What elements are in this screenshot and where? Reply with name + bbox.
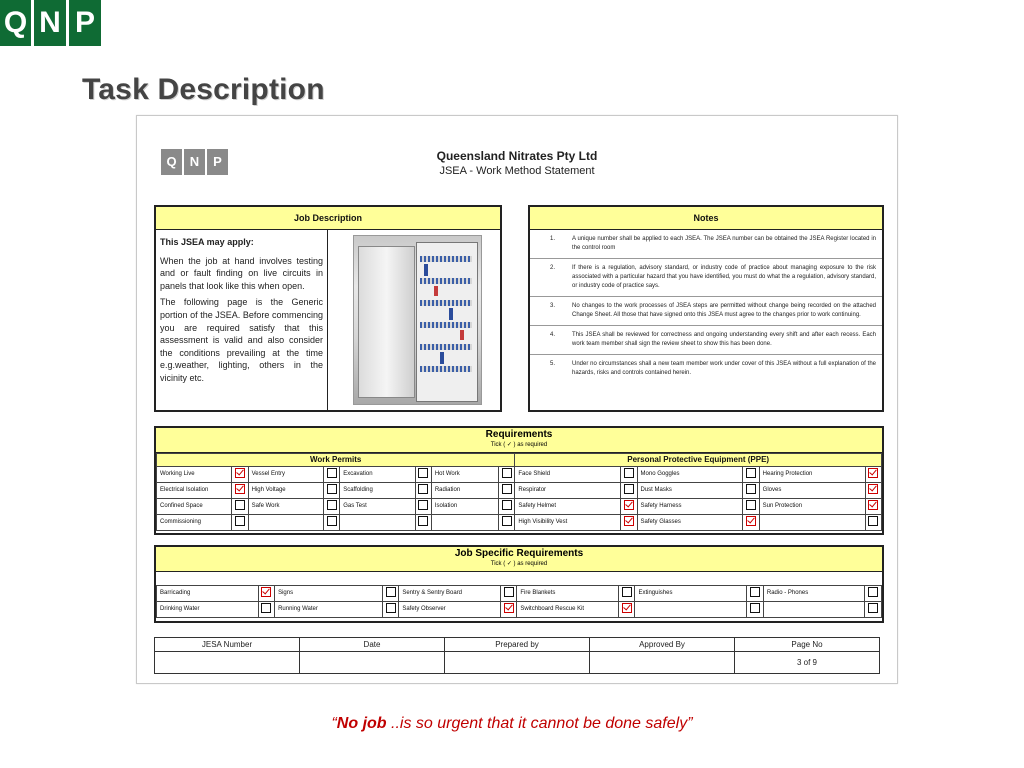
footer-value-prepared-by xyxy=(445,652,590,674)
checklist-checkbox-cell xyxy=(865,586,882,602)
unchecked-checkbox xyxy=(502,500,512,510)
job-description-text xyxy=(156,230,328,410)
unchecked-checkbox xyxy=(502,484,512,494)
checklist-label: Working Live xyxy=(157,467,232,483)
footer-header-jesa-number: JESA Number xyxy=(155,638,300,652)
checklist-checkbox-cell xyxy=(747,602,764,618)
qnp-logo xyxy=(0,0,101,46)
unchecked-checkbox xyxy=(746,484,756,494)
checklist-label: Signs xyxy=(275,586,383,602)
checklist-label: Isolation xyxy=(431,499,498,515)
footer-value-page-no: 3 of 9 xyxy=(735,652,880,674)
checklist-label: Excavation xyxy=(340,467,415,483)
job-specific-header xyxy=(156,547,882,572)
checklist-label: Commissioning xyxy=(157,515,232,531)
unchecked-checkbox xyxy=(386,587,396,597)
unchecked-checkbox xyxy=(418,516,428,526)
checklist-label: High Visibility Vest xyxy=(515,515,621,531)
checklist-label: Radiation xyxy=(431,483,498,499)
unchecked-checkbox xyxy=(327,500,337,510)
unchecked-checkbox xyxy=(622,587,632,597)
checklist-checkbox-cell xyxy=(865,602,882,618)
checklist-checkbox-cell xyxy=(232,467,248,483)
checklist-label: Face Shield xyxy=(515,467,621,483)
note-text: Under no circumstances shall a new team member work under cover of this JSEA without a full explanation of the hazards, risks and controls contained herein. xyxy=(572,361,876,376)
checked-checkbox xyxy=(868,484,878,494)
checklist-checkbox-cell xyxy=(323,499,339,515)
requirements-header xyxy=(156,428,882,453)
work-permits-header: Work Permits xyxy=(157,454,515,467)
footer-header-page-no: Page No xyxy=(735,638,880,652)
unchecked-checkbox xyxy=(261,603,271,613)
checklist-checkbox-cell xyxy=(747,586,764,602)
checklist-checkbox-cell xyxy=(232,483,248,499)
requirements-panel xyxy=(154,426,884,535)
checklist-label: High Voltage xyxy=(248,483,323,499)
document-logo: Q N P xyxy=(161,149,228,175)
unchecked-checkbox xyxy=(746,500,756,510)
unchecked-checkbox xyxy=(624,468,634,478)
checklist-row xyxy=(157,483,882,499)
checklist-label: Confined Space xyxy=(157,499,232,515)
checklist-checkbox-cell xyxy=(865,483,881,499)
requirements-title: Requirements xyxy=(485,429,553,440)
checklist-label: Drinking Water xyxy=(157,602,259,618)
checklist-label xyxy=(340,515,415,531)
note-number: 5. xyxy=(550,361,556,367)
footer-header-prepared-by: Prepared by xyxy=(445,638,590,652)
job-specific-title: Job Specific Requirements xyxy=(454,548,584,559)
checklist-checkbox-cell xyxy=(382,602,399,618)
checklist-label: Radio - Phones xyxy=(763,586,865,602)
checklist-label: Hot Work xyxy=(431,467,498,483)
checklist-label xyxy=(635,602,747,618)
checklist-checkbox-cell xyxy=(415,467,431,483)
checked-checkbox xyxy=(868,500,878,510)
checked-checkbox xyxy=(261,587,271,597)
checklist-checkbox-cell xyxy=(621,499,637,515)
unchecked-checkbox xyxy=(235,516,245,526)
checklist-checkbox-cell xyxy=(323,467,339,483)
checked-checkbox xyxy=(504,603,514,613)
unchecked-checkbox xyxy=(746,468,756,478)
unchecked-checkbox xyxy=(868,603,878,613)
checklist-checkbox-cell xyxy=(743,483,759,499)
checklist-checkbox-cell xyxy=(323,515,339,531)
company-name: Queensland Nitrates Pty Ltd xyxy=(436,149,598,163)
checklist-row xyxy=(157,586,882,602)
document-header xyxy=(417,149,617,178)
document-type: JSEA - Work Method Statement xyxy=(439,165,595,177)
footer-header-date: Date xyxy=(300,638,445,652)
note-item xyxy=(530,326,882,355)
checklist-checkbox-cell xyxy=(258,602,275,618)
job-description-panel xyxy=(154,205,502,412)
checklist-checkbox-cell xyxy=(415,499,431,515)
slide-title: Task Description xyxy=(82,73,325,106)
checklist-label: Safety Helmet xyxy=(515,499,621,515)
checklist-label: Dust Masks xyxy=(637,483,743,499)
footer-table xyxy=(154,637,880,674)
quote-emphasis: No job xyxy=(336,715,387,732)
checklist-row xyxy=(157,467,882,483)
unchecked-checkbox xyxy=(327,468,337,478)
job-description-para-1: When the job at hand involves testing and or fault finding on live circuits in panels that look like this when open. xyxy=(160,255,323,291)
notes-panel xyxy=(528,205,884,412)
unchecked-checkbox xyxy=(327,516,337,526)
unchecked-checkbox xyxy=(418,500,428,510)
checklist-row xyxy=(157,515,882,531)
unchecked-checkbox xyxy=(327,484,337,494)
checklist-label xyxy=(763,602,865,618)
unchecked-checkbox xyxy=(418,484,428,494)
checklist-checkbox-cell xyxy=(232,499,248,515)
checklist-checkbox-cell xyxy=(621,483,637,499)
unchecked-checkbox xyxy=(235,500,245,510)
checklist-label: Switchboard Rescue Kit xyxy=(517,602,619,618)
checked-checkbox xyxy=(235,468,245,478)
logo-letter-p: P xyxy=(69,0,101,46)
footer-value-approved-by xyxy=(590,652,735,674)
jsea-document-image xyxy=(136,115,898,684)
note-text: This JSEA shall be reviewed for correctness and ongoing understanding every shift and after each recess. Each work team member shall sign the review sheet to show this has been done. xyxy=(572,332,876,347)
note-item xyxy=(530,297,882,326)
checklist-checkbox-cell xyxy=(499,515,515,531)
checked-checkbox xyxy=(235,484,245,494)
safety-quote: “No job ..is so urgent that it cannot be done safely” xyxy=(331,715,693,732)
document-footer xyxy=(154,637,880,674)
checklist-checkbox-cell xyxy=(743,515,759,531)
checklist-checkbox-cell xyxy=(865,499,881,515)
checklist-label: Safety Harness xyxy=(637,499,743,515)
checklist-label: Scaffolding xyxy=(340,483,415,499)
checked-checkbox xyxy=(624,516,634,526)
note-item xyxy=(530,259,882,297)
checklist-checkbox-cell xyxy=(415,515,431,531)
checklist-checkbox-cell xyxy=(499,467,515,483)
checklist-label: Sun Protection xyxy=(759,499,865,515)
checklist-label: Fire Blankets xyxy=(517,586,619,602)
quote-rest: ..is so urgent that it cannot be done safely” xyxy=(386,715,693,732)
checklist-checkbox-cell xyxy=(382,586,399,602)
checklist-checkbox-cell xyxy=(865,515,881,531)
checklist-label: Running Water xyxy=(275,602,383,618)
checklist-label: Safe Work xyxy=(248,499,323,515)
notes-list xyxy=(530,230,882,383)
note-number: 2. xyxy=(550,265,556,271)
logo-letter-n: N xyxy=(34,0,66,46)
checklist-label: Safety Observer xyxy=(399,602,501,618)
checklist-checkbox-cell xyxy=(500,602,517,618)
checklist-label: Gloves xyxy=(759,483,865,499)
footer-value-jesa-number xyxy=(155,652,300,674)
checklist-label: Safety Glasses xyxy=(637,515,743,531)
checklist-checkbox-cell xyxy=(232,515,248,531)
note-number: 3. xyxy=(550,303,556,309)
requirements-table xyxy=(156,453,882,531)
note-text: A unique number shall be applied to each JSEA. The JSEA number can be obtained the JSEA Register located in the control room xyxy=(572,236,876,251)
checklist-checkbox-cell xyxy=(743,499,759,515)
note-number: 4. xyxy=(550,332,556,338)
checklist-checkbox-cell xyxy=(415,483,431,499)
checked-checkbox xyxy=(624,500,634,510)
checklist-label: Gas Test xyxy=(340,499,415,515)
job-description-header: Job Description xyxy=(156,207,500,230)
checklist-checkbox-cell xyxy=(323,483,339,499)
note-text: No changes to the work processes of JSEA steps are permitted without change being recorded on the attached Change Sheet. All those that have signed onto this JSEA must agree to the changes prior to work continuing. xyxy=(572,303,876,318)
checklist-checkbox-cell xyxy=(743,467,759,483)
unchecked-checkbox xyxy=(868,516,878,526)
unchecked-checkbox xyxy=(502,468,512,478)
checklist-checkbox-cell xyxy=(618,586,635,602)
electrical-panel-photo xyxy=(353,235,482,405)
job-description-heading: This JSEA may apply: xyxy=(160,237,254,247)
unchecked-checkbox xyxy=(624,484,634,494)
job-specific-subtitle: Tick ( ✓ ) as required xyxy=(490,561,548,567)
notes-header: Notes xyxy=(530,207,882,230)
checked-checkbox xyxy=(622,603,632,613)
checklist-label xyxy=(431,515,498,531)
checked-checkbox xyxy=(746,516,756,526)
job-specific-table xyxy=(156,585,882,618)
checklist-checkbox-cell xyxy=(500,586,517,602)
unchecked-checkbox xyxy=(418,468,428,478)
note-item xyxy=(530,355,882,383)
checklist-label xyxy=(248,515,323,531)
checklist-label: Electrical Isolation xyxy=(157,483,232,499)
checklist-checkbox-cell xyxy=(258,586,275,602)
checklist-checkbox-cell xyxy=(499,499,515,515)
checklist-label: Barricading xyxy=(157,586,259,602)
unchecked-checkbox xyxy=(750,603,760,613)
checklist-checkbox-cell xyxy=(621,515,637,531)
checklist-label: Sentry & Sentry Board xyxy=(399,586,501,602)
footer-header-approved-by: Approved By xyxy=(590,638,735,652)
checklist-label: Vessel Entry xyxy=(248,467,323,483)
job-specific-requirements-panel xyxy=(154,545,884,623)
checked-checkbox xyxy=(868,468,878,478)
unchecked-checkbox xyxy=(504,587,514,597)
note-number: 1. xyxy=(550,236,556,242)
checklist-label: Respirator xyxy=(515,483,621,499)
note-item xyxy=(530,230,882,259)
checklist-label: Mono Goggles xyxy=(637,467,743,483)
logo-letter-q: Q xyxy=(0,0,31,46)
job-description-para-2: The following page is the Generic portion of the JSEA. Before commencing you are required satisfy that this assessment is valid and also consider the conditions prevailing at the time e.g.weather, lighting, others in the vicinity etc. xyxy=(160,297,323,383)
checklist-label: Hearing Protection xyxy=(759,467,865,483)
checklist-row xyxy=(157,499,882,515)
requirements-subtitle: Tick ( ✓ ) as required xyxy=(490,442,548,448)
checklist-label: Extinguishes xyxy=(635,586,747,602)
ppe-header: Personal Protective Equipment (PPE) xyxy=(515,454,882,467)
unchecked-checkbox xyxy=(502,516,512,526)
checklist-checkbox-cell xyxy=(499,483,515,499)
checklist-checkbox-cell xyxy=(618,602,635,618)
checklist-row xyxy=(157,602,882,618)
checklist-label xyxy=(759,515,865,531)
note-text: If there is a regulation, advisory standard, or industry code of practice about managing exposure to the risk associated with a particular hazard that you have identified, you must do what the a regulation, advisory standard, or industry code of practice says. xyxy=(572,265,876,289)
unchecked-checkbox xyxy=(868,587,878,597)
checklist-checkbox-cell xyxy=(865,467,881,483)
footer-value-date xyxy=(300,652,445,674)
unchecked-checkbox xyxy=(386,603,396,613)
unchecked-checkbox xyxy=(750,587,760,597)
checklist-checkbox-cell xyxy=(621,467,637,483)
